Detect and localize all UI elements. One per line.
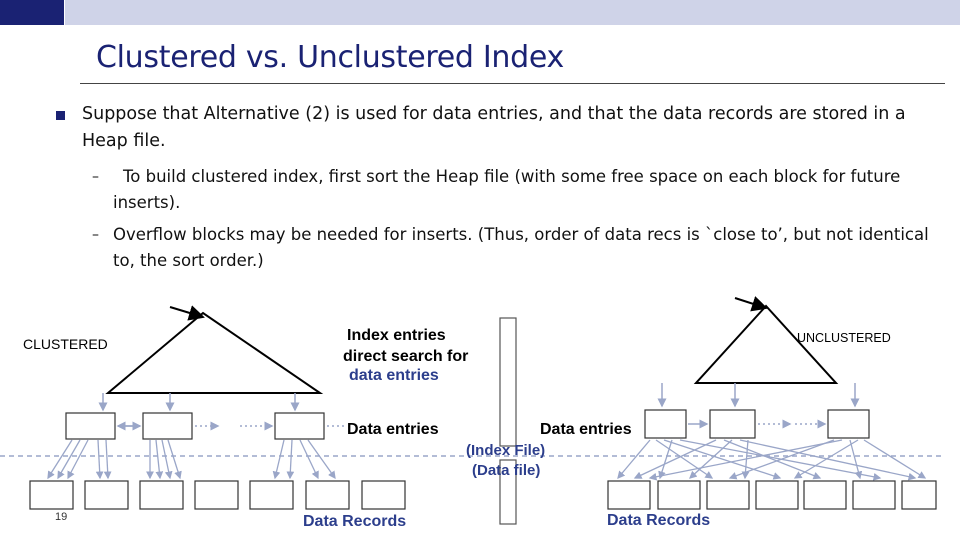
data-records-left-label: Data Records (303, 513, 407, 530)
data-records-right-label: Data Records (607, 512, 711, 529)
data-record-block (250, 481, 293, 509)
slide-title: Clustered vs. Unclustered Index (96, 40, 564, 75)
index-file-label: (Index File) (466, 442, 546, 459)
data-record-block (140, 481, 183, 509)
leaf-block (66, 413, 115, 439)
data-record-block (756, 481, 798, 509)
page-number: 19 (55, 511, 68, 523)
index-entries-line-3: data entries (349, 367, 439, 384)
leaf-block (645, 410, 686, 438)
leaf-block (710, 410, 755, 438)
clustered-label: CLUSTERED (23, 336, 108, 352)
sub-bullet-2: Overflow blocks may be needed for inserts. (Thus, order of data recs is `close to’, but not identical to, the sort order.) (113, 225, 929, 270)
leaf-block (143, 413, 192, 439)
data-record-block (362, 481, 405, 509)
data-record-block (195, 481, 238, 509)
index-file-bar (500, 318, 516, 446)
sub-bullet-1: To build clustered index, first sort the Heap file (with some free space on each block for future inserts). (113, 167, 901, 212)
unclustered-tree (608, 298, 936, 509)
data-record-block (658, 481, 700, 509)
clustered-index-triangle (108, 313, 320, 393)
leaf-block (275, 413, 324, 439)
data-file-label: (Data file) (472, 462, 541, 479)
unclustered-label: UNCLUSTERED (797, 331, 891, 345)
data-record-block (30, 481, 73, 509)
data-record-block (85, 481, 128, 509)
leaf-block (828, 410, 869, 438)
data-record-block (804, 481, 846, 509)
data-record-block (902, 481, 936, 509)
dash-icon: – (92, 169, 99, 185)
data-entries-left-label: Data entries (347, 421, 439, 438)
data-record-block (853, 481, 895, 509)
data-entries-right-label: Data entries (540, 421, 632, 438)
data-record-block (306, 481, 349, 509)
index-entries-line-2: direct search for (343, 348, 469, 365)
dash-icon: – (92, 227, 99, 243)
data-record-block (608, 481, 650, 509)
main-bullet-text: Suppose that Alternative (2) is used for data entries, and that the data records are stored in a Heap file. (82, 104, 906, 151)
index-entries-line-1: Index entries (347, 327, 446, 344)
data-record-block (707, 481, 749, 509)
